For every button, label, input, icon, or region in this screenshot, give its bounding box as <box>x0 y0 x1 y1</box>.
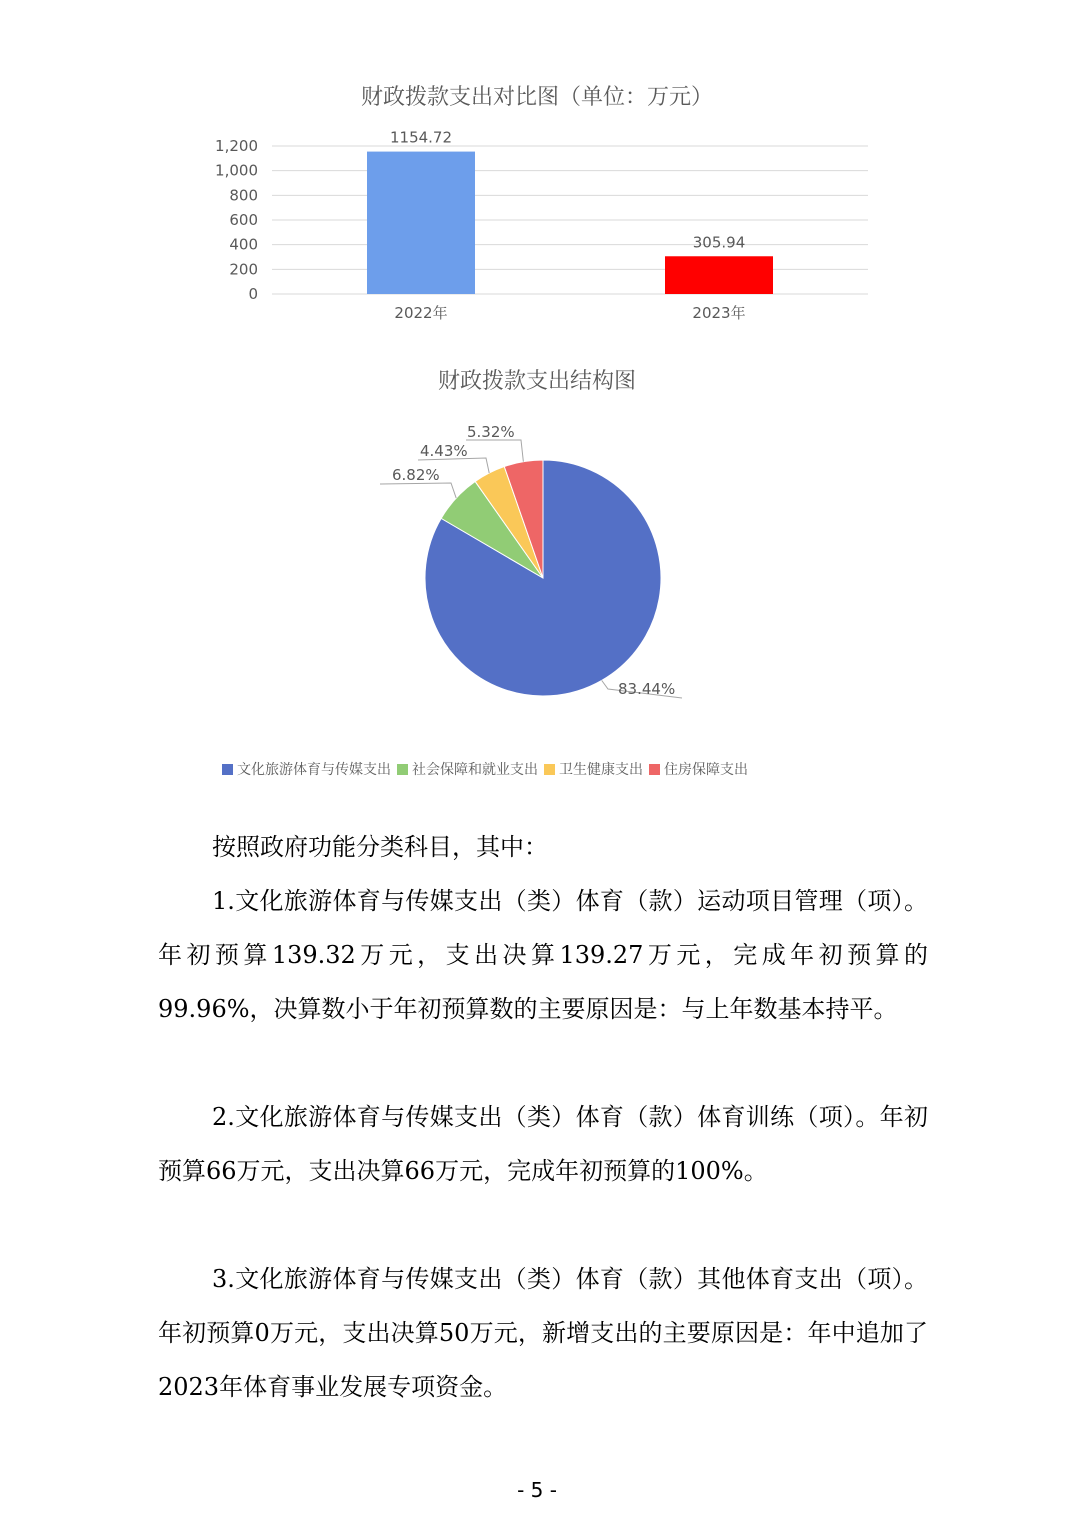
bar-value-label: 1154.72 <box>389 128 453 147</box>
legend-label: 社会保障和就业支出 <box>412 762 538 778</box>
pie-leader-line <box>380 483 456 498</box>
x-category-label: 2023年 <box>692 304 746 322</box>
pie-chart-title: 财政拨款支出结构图 <box>437 369 636 394</box>
legend-label: 文化旅游体育与传媒支出 <box>237 762 391 778</box>
paragraph-item-1: 1.文化旅游体育与传媒支出（类）体育（款）运动项目管理（项）。年初预算139.32万元，支出决算139.27万元，完成年初预算的99.96%，决算数小于年初预算数的主要原因是：与上年数基本持平。 <box>158 887 928 1023</box>
paragraph-item-3: 3.文化旅游体育与传媒支出（类）体育（款）其他体育支出（项）。年初预算0万元，支出决算50万元，新增支出的主要原因是：年中追加了2023年体育事业发展专项资金。 <box>158 1265 928 1401</box>
y-tick-label: 1,000 <box>215 161 258 180</box>
legend-item-health <box>544 759 643 779</box>
legend-swatch <box>222 764 233 775</box>
y-tick-label: 1,200 <box>215 137 258 155</box>
legend-label: 住房保障支出 <box>664 762 748 778</box>
pie-legend <box>222 759 882 781</box>
legend-item-social <box>397 759 538 779</box>
pie-value-label: 5.32% <box>467 423 515 441</box>
pie-value-label: 6.82% <box>392 466 440 484</box>
legend-swatch <box>544 764 555 775</box>
legend-item-culture <box>222 759 391 779</box>
bar-chart-title: 财政拨款支出对比图（单位：万元） <box>360 85 713 110</box>
y-tick-label: 200 <box>229 260 258 279</box>
y-tick-label: 400 <box>229 235 258 254</box>
paragraph-item-2: 2.文化旅游体育与传媒支出（类）体育（款）体育训练（项）。年初预算66万元，支出决算66万元，完成年初预算的100%。 <box>158 1103 928 1185</box>
legend-item-housing <box>649 759 748 779</box>
pie-value-label: 83.44% <box>618 680 676 698</box>
paragraph-intro: 按照政府功能分类科目，其中： <box>212 833 548 861</box>
legend-label: 卫生健康支出 <box>559 762 643 778</box>
bar-value-label: 305.94 <box>692 233 746 252</box>
page-number: - 5 - <box>517 1478 557 1502</box>
legend-swatch <box>649 764 660 775</box>
y-tick-label: 0 <box>248 285 258 303</box>
y-tick-label: 600 <box>229 211 258 229</box>
pie-value-label: 4.43% <box>420 442 468 460</box>
pie-chart <box>0 0 1074 740</box>
x-category-label: 2022年 <box>394 304 448 322</box>
y-tick-label: 800 <box>229 186 258 205</box>
legend-swatch <box>397 764 408 775</box>
